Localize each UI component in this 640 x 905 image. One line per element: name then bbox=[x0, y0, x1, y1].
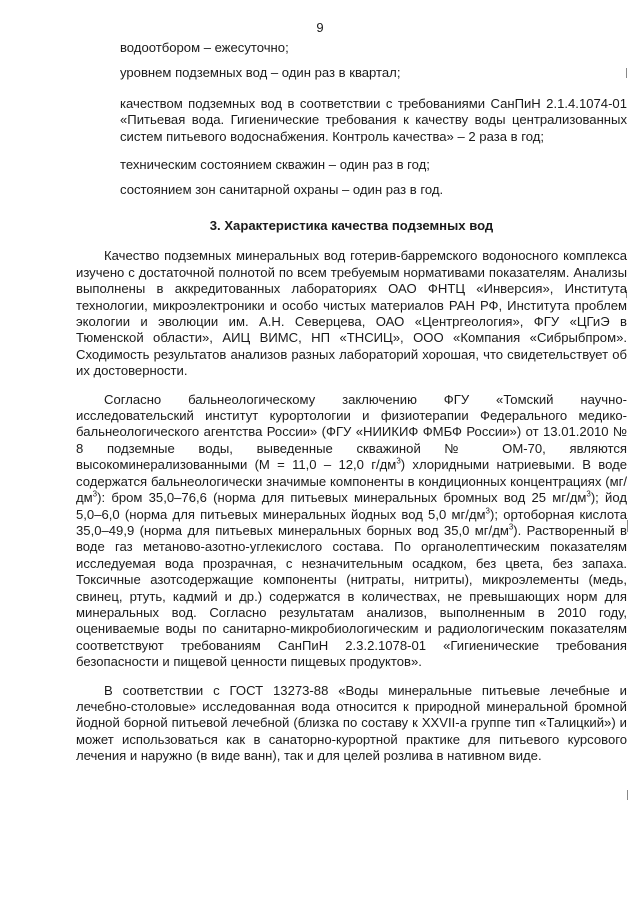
paragraph-gost: В соответствии с ГОСТ 13273-88 «Воды минеральные питьевые лечебные и лечебно-столовые» исследованная вода относится к природной минеральной бромной йодной борной питьевой лечебной (близка по составу к XXVII-а группе тип «Талицкий») и может использоваться как в санаторно-курортной практике для питьевого курсового лечения и наружно (в виде ванн), так и для целей розлива в нативном виде. bbox=[76, 682, 627, 764]
superscript: 3 bbox=[92, 489, 98, 499]
quality-control-paragraph: качеством подземных вод в соответствии с требованиями СанПиН 2.1.4.1074-01 «Питьевая вода. Гигиенические требования к качеству воды централизованных систем питьевого водоснабжения. Контроль качества» – 2 раза в год; bbox=[120, 95, 627, 144]
section-heading: 3. Характеристика качества подземных вод bbox=[209, 218, 494, 233]
superscript: 3 bbox=[396, 456, 401, 466]
paragraph-lab-analyses: Качество подземных минеральных вод готерив-барремского водоносного комплекса изучено с достаточной полнотой по всем требуемым нормативами показателям. Анализы выполнены в аккредитованных лабораториях ОАО ФНТЦ «Инверсия», Института технологии, микроэлектроники и особо чистых материалов РАН РФ, Института проблем экологии и эволюции им. А.Н. Северцева, ОАО «Центргеология», ФГУ «ЦГиЭ в Тюменской области», АИЦ ВИМС, НП «ТНСИЦ», ООО «Компания «Сибрыбпром». Сходимость результатов анализов разных лабораторий хорошая, что свидетельствует об их достоверности. bbox=[76, 248, 627, 379]
scan-artifact bbox=[627, 520, 628, 532]
section-3 bbox=[76, 218, 627, 777]
scan-artifact bbox=[627, 790, 628, 800]
text-line: водоотбором – ежесуточно; bbox=[120, 40, 289, 55]
text-line: техническим состоянием скважин – один раз в год; bbox=[120, 157, 430, 173]
superscript: 3 bbox=[586, 489, 591, 499]
text-line: уровнем подземных вод – один раз в квартал; bbox=[120, 65, 401, 81]
document-body bbox=[120, 40, 627, 208]
superscript: 3 bbox=[485, 506, 490, 516]
text-line: состоянием зон санитарной охраны – один раз в год. bbox=[120, 182, 444, 198]
page-number: 9 bbox=[316, 20, 324, 35]
paragraph-balneology: Согласно бальнеологическому заключению ФГУ «Томский научно-исследовательский институт курортологии и физиотерапии Федерального медико-бальнеологического агентства России» (ФГУ «НИИКИФ ФМБФ России») от 13.01.2010 № 8 подземные воды, выведенные скважиной № ОМ-70, являются высокоминерализованными (М = 11,0 – 12,0 $г/дм^3$) хлоридными натриевыми. В воде содержатся бальнеологически значимые компоненты в кондиционных концентрациях $(мг/дм^3)$: бром 35,0–76,6 (норма для питьевых минеральных бромных вод 25 $мг/дм^3$); йод 5,0–6,0 (норма для питьевых минеральных йодных вод 5,0 $мг/дм^3$); ортоборная кислота 35,0–49,9 (норма для питьевых минеральных борных вод 35,0 $мг/дм^3$). Растворенный в воде газ метаново-азотно-углекислого состава. По органолептическим показателям исследуемая вода прозрачная, с незначительным осадком, без цвета, без запаха. Токсичные азотсодержащие компоненты (нитраты, нитриты), микроэлементы (медь, свинец, ртуть, кадмий и др.) содержатся в количествах, не превышающих норм для минеральных вод. Согласно результатам анализов, выполненным в 2010 году, оцениваемые воды по санитарно-микробиологическим и радиологическим показателям соответствуют требованиям СанПиН 2.3.2.1078-01 «Гигиенические требования безопасности и пищевой ценности пищевых продуктов». bbox=[76, 391, 628, 670]
superscript: 3 bbox=[508, 522, 514, 532]
